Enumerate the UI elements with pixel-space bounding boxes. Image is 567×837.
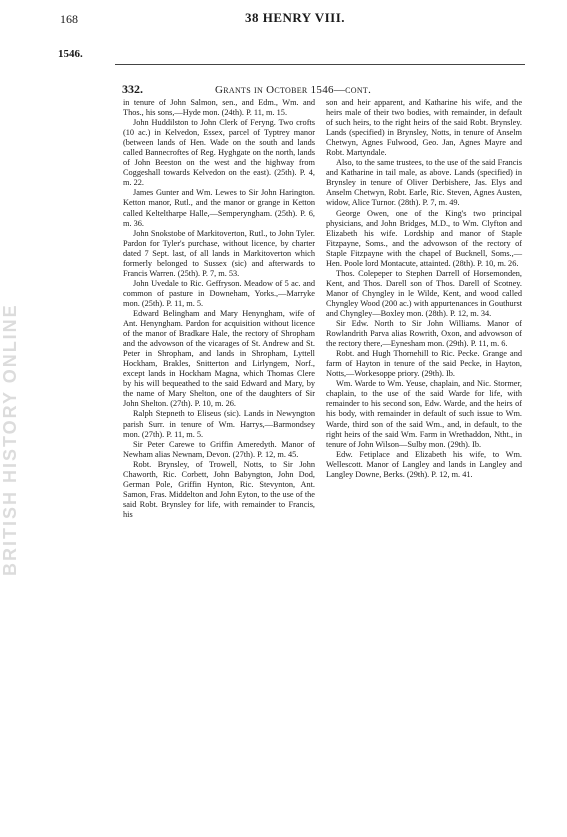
header-rule bbox=[115, 64, 525, 65]
page-number: 168 bbox=[60, 12, 78, 26]
paragraph: John Snokstobe of Markitoverton, Rutl., to John Tyler. Pardon for Tyler's purchase, without licence, by charter dated 7 Sept. last, of all lands in Markitoverton which formerly belonged to Sussex (sic) and afterwards to Francis Warren. (25th). P. 7, m. 53. bbox=[123, 228, 315, 278]
paragraph: Edw. Fetiplace and Elizabeth his wife, to Wm. Wellescott. Manor of Langley and lands in Langley and Langley Downe, Berks. (29th). P. 12, m. 41. bbox=[326, 449, 522, 479]
paragraph: James Gunter and Wm. Lewes to Sir John Harington. Ketton manor, Rutl., and the manor or grange in Ketton called Kelteltharpe Halle,—Semperyngham. (25th). P. 6, m. 36. bbox=[123, 188, 315, 228]
entry-number: 332. bbox=[122, 82, 143, 96]
left-column bbox=[123, 98, 315, 520]
paragraph: Ralph Stepneth to Eliseus (sic). Lands in Newyngton parish Surr. in tenure of Wm. Harrys,—Barmondsey mon. (27th). P. 11, m. 5. bbox=[123, 409, 315, 439]
paragraph: John Uvedale to Ric. Geffryson. Meadow of 5 ac. and common of pasture in Downeham, Yorks.,—Marryke mon. (25th). P. 11, m. 5. bbox=[123, 278, 315, 308]
paragraph: Wm. Warde to Wm. Yeuse, chaplain, and Nic. Stormer, chaplain, to the use of the said Warde for life, with remainder to his second son, Edw. Warde, and the heirs of his body, with remainder in default of such issue to Wm. Warde, third son of the said Wm., and, in default, to the right heirs of the said Wm. Farm in Wrethaddon, Ntht., in tenure of John Wilson—Sulby mon. (29th). Ib. bbox=[326, 379, 522, 449]
paragraph: in tenure of John Salmon, sen., and Edm., Wm. and Thos., his sons,—Hyde mon. (24th). P. 11, m. 15. bbox=[123, 98, 315, 118]
paragraph: Sir Edw. North to Sir John Williams. Manor of Rowlandrith Parva alias Rowrith, Oxon, and advowson of the rectory there,—Eynesham mon. (29th). P. 11, m. 6. bbox=[326, 319, 522, 349]
paragraph: Sir Peter Carewe to Griffin Ameredyth. Manor of Newham alias Newnam, Devon. (27th). P. 12, m. 45. bbox=[123, 439, 315, 459]
paragraph: Also, to the same trustees, to the use of the said Francis and Katharine in tail male, as above. Lands (specified) in Brynsley in tenure of Oliver Derbishere, Jas. Elys and Anselm Chetwyn, Robt. Earle, Ric. Steven, Agnes Austen, widow, Alice Turnor. (28th). P. 7, m. 49. bbox=[326, 158, 522, 208]
right-column bbox=[326, 98, 522, 480]
paragraph: Robt. Brynsley, of Trowell, Notts, to Sir John Chaworth, Ric. Corbett, John Babyngton, John Dod, German Pole, Griffin Hynton, Ric. Stevynton, Ant. Samon, Fras. Middelton and John Eyton, to the use of the said Robt. Brynsley for life, with remainder to Francis, his bbox=[123, 459, 315, 519]
paragraph: Edward Belingham and Mary Henyngham, wife of Ant. Henyngham. Pardon for acquisition without licence of the manor of Bradkare Hale, the rectory of Shropham and the advowson of the vicarages of St. Andrew and St. Peter in Shropham, and lands in Shropham, Lyttell Hockham, Brakles, Snitterton and Lirlyngem, Norf., except lands in Hockham Magna, which Thomas Clere by his will bequeathed to the said Edward and Mary, by the name of Mary Shelton, one of the daughters of Sir John Shelton. (27th). P. 10, m. 26. bbox=[123, 308, 315, 409]
page-header bbox=[60, 10, 530, 30]
section-title: Grants in October 1546—cont. bbox=[215, 84, 372, 96]
paragraph: son and heir apparent, and Katharine his wife, and the heirs male of their two bodies, with remainder, in default of such heirs, to the right heirs of the said Robt. Brynsley. Lands (specified) in Brynsley, Notts, in tenure of Anselm Chetwyn, Agnes Fulwood, Geo. Jan, Agnes Mayre and Robt. Martyndale. bbox=[326, 98, 522, 158]
running-title: 38 HENRY VIII. bbox=[244, 10, 346, 25]
paragraph: Robt. and Hugh Thornehill to Ric. Pecke. Grange and farm of Hayton in tenure of the said Pecke, in Hayton, Notts,—Workesoppe priory. (29th). Ib. bbox=[326, 349, 522, 379]
watermark: BRITISH HISTORY ONLINE bbox=[0, 303, 20, 577]
paragraph: George Owen, one of the King's two principal physicians, and John Bridges, M.D., to Wm. Clyfton and Elizabeth his wife. Lordship and manor of Staple Fitzpayne, Soms., and the advowson of the rectory of Staple Fitzpayne with the chapel of Bucknell, Soms.,—Hen. Poole lord Montacute, attainted. (28th). P. 10, m. 26. bbox=[326, 208, 522, 268]
paragraph: Thos. Colepeper to Stephen Darrell of Horsemonden, Kent, and Thos. Darell son of Thos. Darell of Scotney. Manor of Chyngley in le Wilde, Kent, and wood called Chyngley Wood (200 ac.) with appurtenances in Gouthurst and Chyngley—Boxley mon. (28th). P. 12, m. 34. bbox=[326, 268, 522, 318]
paragraph: John Huddilston to John Clerk of Feryng. Two crofts (10 ac.) in Kelvedon, Essex, parcel of Typtrey manor (between lands of Hen. Wade on the south and lands called Bannecroftes of Reg. Hyghgate on the north, lands of John Beeston on the west and the highway from Coggeshall towards Kelvedon on the east). (25th). P. 4, m. 22. bbox=[123, 118, 315, 188]
margin-year: 1546. bbox=[58, 48, 83, 60]
